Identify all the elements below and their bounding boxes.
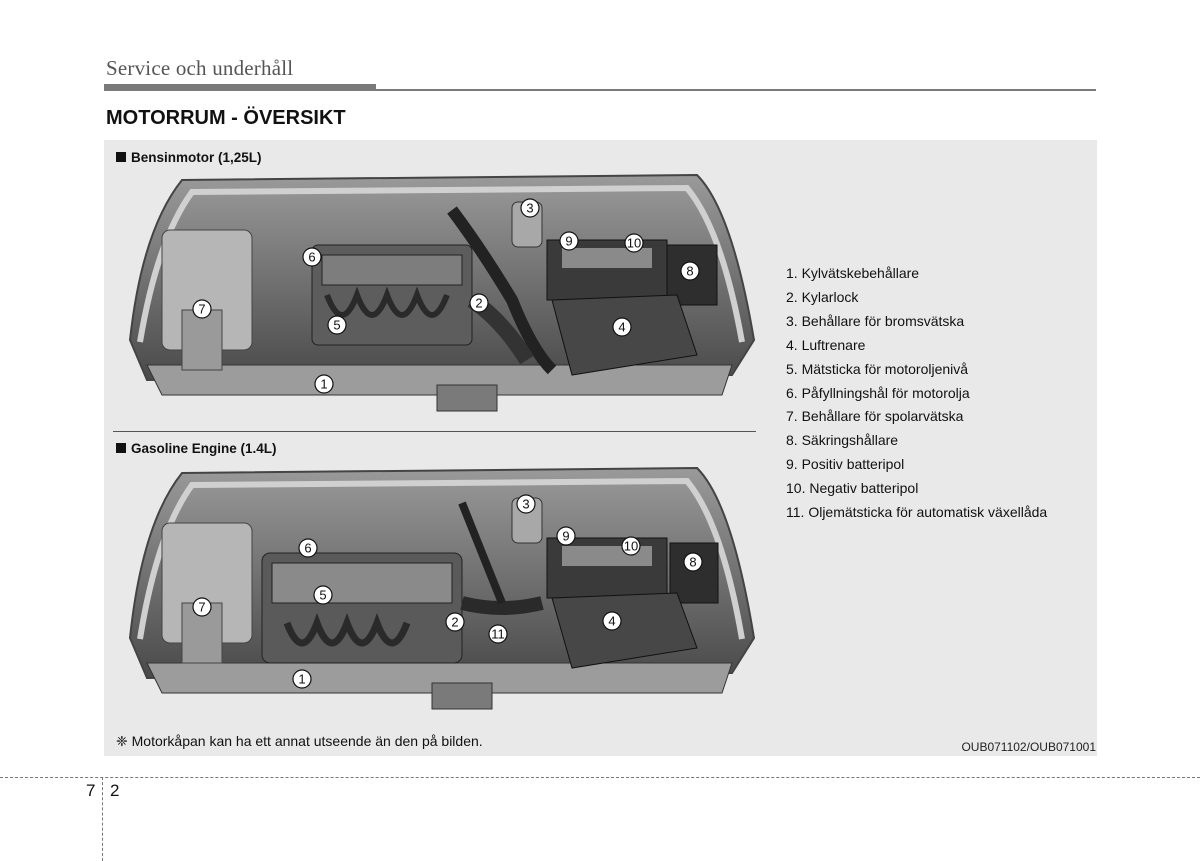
page-number: 2 bbox=[110, 781, 120, 800]
svg-text:7: 7 bbox=[198, 301, 206, 317]
footer-dashed-divider bbox=[102, 777, 103, 861]
svg-text:1: 1 bbox=[298, 671, 306, 687]
svg-text:9: 9 bbox=[562, 528, 570, 544]
svg-text:10: 10 bbox=[626, 235, 642, 251]
callout-9 bbox=[560, 232, 578, 250]
callout-1 bbox=[293, 670, 311, 688]
callout-3 bbox=[521, 199, 539, 217]
bullet-square-icon bbox=[116, 152, 126, 162]
svg-text:8: 8 bbox=[686, 263, 694, 279]
parts-legend bbox=[786, 262, 1047, 525]
svg-text:2: 2 bbox=[451, 614, 459, 630]
header-rule-thick bbox=[104, 84, 376, 91]
callout-1 bbox=[315, 375, 333, 393]
callout-7 bbox=[193, 598, 211, 616]
svg-text:5: 5 bbox=[333, 317, 341, 333]
svg-text:3: 3 bbox=[522, 496, 530, 512]
header-rule-thin bbox=[376, 89, 1096, 91]
figure-divider bbox=[113, 431, 756, 432]
callout-5 bbox=[328, 316, 346, 334]
svg-text:6: 6 bbox=[308, 249, 316, 265]
callout-10 bbox=[625, 234, 643, 252]
callout-5 bbox=[314, 586, 332, 604]
callout-11 bbox=[489, 625, 507, 643]
figure-caption-2-text: Gasoline Engine (1.4L) bbox=[131, 441, 277, 456]
legend-item: 9. Positiv batteripol bbox=[786, 456, 905, 473]
callout-2 bbox=[446, 613, 464, 631]
svg-text:1: 1 bbox=[320, 376, 328, 392]
figure-caption-2 bbox=[116, 441, 277, 456]
svg-text:7: 7 bbox=[198, 599, 206, 615]
section-title: MOTORRUM - ÖVERSIKT bbox=[106, 107, 346, 129]
legend-item: 1. Kylvätskebehållare bbox=[786, 265, 920, 281]
legend-item: 11. Oljemätsticka för automatisk växellåda bbox=[786, 504, 1048, 521]
chapter-number: 7 bbox=[86, 781, 96, 800]
engine-illustration-1 bbox=[122, 170, 758, 418]
callout-6 bbox=[303, 248, 321, 266]
legend-item: 10. Negativ batteripol bbox=[786, 480, 919, 497]
running-title: Service och underhåll bbox=[106, 56, 294, 80]
callout-6 bbox=[299, 539, 317, 557]
svg-text:5: 5 bbox=[319, 587, 327, 603]
svg-text:10: 10 bbox=[623, 538, 639, 554]
legend-item: 2. Kylarlock bbox=[786, 288, 859, 305]
svg-text:4: 4 bbox=[618, 319, 626, 335]
image-code: OUB071102/OUB071001 bbox=[961, 740, 1096, 754]
callout-9 bbox=[557, 527, 575, 545]
legend-item: 7. Behållare för spolarvätska bbox=[786, 408, 964, 425]
legend-item: 4. Luftrenare bbox=[786, 336, 866, 353]
figure-caption-1 bbox=[116, 150, 262, 165]
svg-text:4: 4 bbox=[608, 613, 616, 629]
svg-text:11: 11 bbox=[491, 626, 505, 642]
legend-item: 6. Påfyllningshål för motorolja bbox=[786, 384, 970, 401]
legend-item: 3. Behållare för bromsvätska bbox=[786, 312, 965, 329]
callout-8 bbox=[681, 262, 699, 280]
callout-8 bbox=[684, 553, 702, 571]
svg-text:9: 9 bbox=[565, 233, 573, 249]
svg-text:8: 8 bbox=[689, 554, 697, 570]
figure-caption-1-text: Bensinmotor (1,25L) bbox=[131, 150, 262, 165]
callout-10 bbox=[622, 537, 640, 555]
callout-7 bbox=[193, 300, 211, 318]
footnote: ❈ Motorkåpan kan ha ett annat utseende än den på bilden. bbox=[116, 733, 483, 749]
svg-text:2: 2 bbox=[475, 295, 483, 311]
svg-text:3: 3 bbox=[526, 200, 534, 216]
engine-illustration-2 bbox=[122, 463, 758, 715]
callout-2 bbox=[470, 294, 488, 312]
footer-dashed-rule bbox=[0, 777, 1200, 778]
callout-3 bbox=[517, 495, 535, 513]
callout-4 bbox=[613, 318, 631, 336]
svg-text:6: 6 bbox=[304, 540, 312, 556]
legend-item: 8. Säkringshållare bbox=[786, 432, 899, 449]
bullet-square-icon bbox=[116, 443, 126, 453]
legend-item: 5. Mätsticka för motoroljenivå bbox=[786, 360, 969, 377]
callout-4 bbox=[603, 612, 621, 630]
